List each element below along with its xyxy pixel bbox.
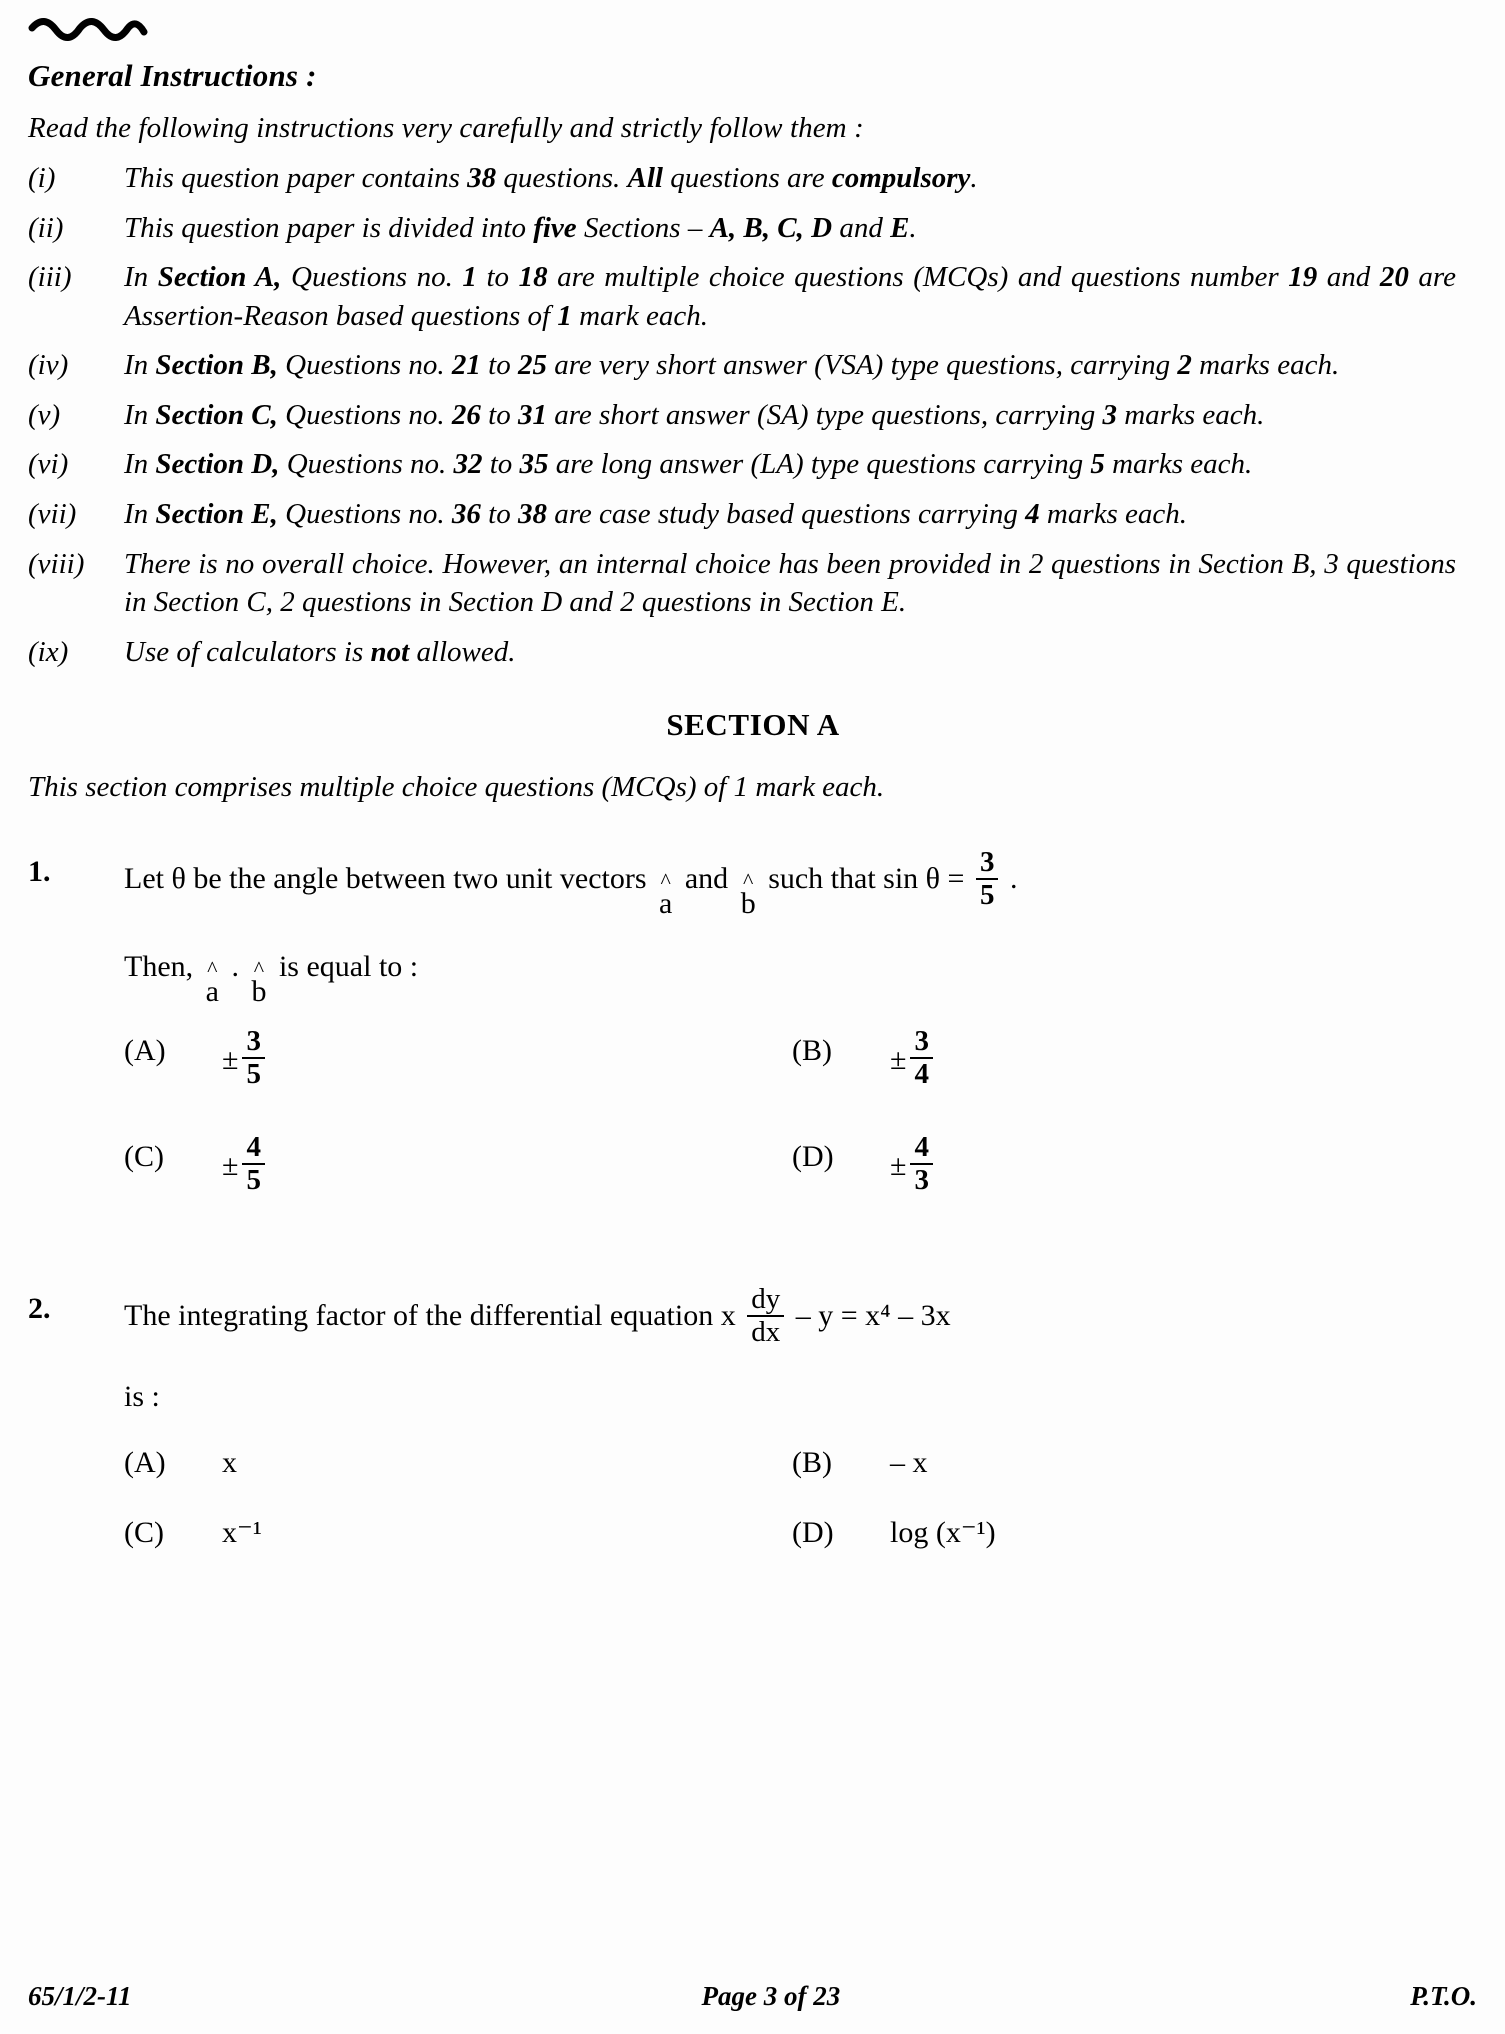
instruction-run: Questions no. [279, 448, 454, 481]
question-1-second-line [124, 945, 1460, 1007]
instruction-text [124, 258, 1478, 335]
instruction-run: In [124, 261, 158, 294]
instruction-run: allowed. [409, 635, 516, 668]
footer-paper-code: 65/1/2-11 [28, 1981, 132, 2011]
instruction-run: This question paper is divided into [124, 211, 534, 244]
instruction-number: (vi) [28, 448, 69, 481]
question-2-option-a-value: x [222, 1445, 237, 1479]
instruction-item [28, 445, 1478, 484]
question-1-option-c[interactable] [124, 1131, 792, 1227]
instruction-run: are multiple choice questions (MCQs) and questions number [547, 261, 1289, 294]
instruction-emphasis: 18 [518, 261, 548, 294]
question-1-option-b-sign: ± [890, 1043, 907, 1077]
instruction-emphasis: 21 [451, 349, 481, 382]
instruction-text [124, 209, 1478, 248]
question-1-sin-denominator: 5 [976, 878, 999, 910]
instruction-text [124, 445, 1478, 484]
instruction-item [28, 258, 1478, 335]
question-1 [28, 846, 1478, 1241]
question-2-stem-text-2: – y = x⁴ – 3x [795, 1298, 951, 1332]
instruction-run: are long answer (LA) type questions carrying [548, 448, 1091, 481]
question-1-option-row-1 [124, 1025, 1460, 1121]
question-1-option-c-numerator: 4 [246, 1131, 261, 1164]
question-2-option-b-value: – x [890, 1445, 928, 1479]
question-1-option-c-denominator: 5 [242, 1163, 265, 1195]
instruction-run: In [124, 349, 156, 382]
instruction-text [124, 346, 1478, 385]
instruction-emphasis: five [533, 211, 577, 244]
question-1-option-c-fraction [242, 1133, 265, 1195]
question-1-option-a-fraction [242, 1027, 265, 1089]
instruction-run: . [970, 162, 978, 194]
question-1-option-b-fraction [910, 1027, 933, 1089]
instruction-emphasis: 38 [517, 497, 547, 530]
instruction-run: This question paper contains [124, 162, 468, 194]
instruction-run: Questions no. [277, 349, 452, 382]
instruction-item [28, 159, 1478, 198]
question-1-option-b-denominator: 4 [910, 1057, 933, 1089]
instruction-text [124, 545, 1478, 622]
instruction-text [124, 159, 1478, 198]
instruction-run: Questions no. [281, 261, 463, 294]
instruction-number: (viii) [28, 547, 85, 580]
instruction-emphasis: 1 [462, 261, 477, 294]
instruction-number: (ii) [28, 211, 64, 244]
question-2-stem-row [28, 1283, 1478, 1581]
question-1-options [124, 1025, 1460, 1227]
instruction-item [28, 633, 1478, 672]
section-a-subtitle: This section comprises multiple choice questions (MCQs) of 1 mark each. [28, 771, 885, 804]
instruction-run: to [476, 261, 519, 294]
instruction-item [28, 396, 1478, 435]
question-1-line2-prefix: Then, [124, 950, 194, 984]
unit-vector-b-label: b [740, 887, 756, 921]
instruction-run: to [480, 349, 518, 382]
instruction-item [28, 495, 1478, 534]
question-2-stem-text-1: The integrating factor of the differential equation x [124, 1298, 736, 1332]
instruction-run: Questions no. [277, 398, 452, 431]
instruction-run: marks each. [1039, 497, 1188, 530]
squiggle-mark-icon [28, 12, 1478, 56]
instruction-run: and [1317, 261, 1380, 294]
instruction-run: are case study based questions carrying [546, 497, 1026, 530]
page-content [28, 0, 1478, 1581]
instruction-run: In [124, 398, 156, 431]
question-1-option-b-numerator: 3 [914, 1025, 929, 1058]
instruction-run: are very short answer (VSA) type questions, carrying [546, 349, 1178, 382]
instruction-emphasis: 1 [557, 299, 572, 332]
question-1-option-d[interactable] [792, 1131, 1460, 1227]
question-2-option-a-label: (A) [124, 1445, 166, 1479]
question-1-option-c-label: (C) [124, 1140, 164, 1174]
question-1-option-b[interactable] [792, 1025, 1460, 1121]
instruction-run: are short answer (SA) type questions, carrying [546, 398, 1103, 431]
question-1-sin-fraction [976, 848, 999, 910]
instruction-emphasis: 20 [1379, 261, 1409, 294]
instruction-emphasis: 38 [467, 162, 497, 194]
instruction-emphasis: E [890, 211, 910, 244]
instruction-run: There is no overall choice. However, an internal choice has been provided in 2 questions in Section B, 3 questions in Section C, 2 questions in Section D and 2 questions in Section E. [124, 547, 1456, 619]
instruction-run: Use of calculators is [124, 635, 371, 668]
question-2-option-d[interactable] [792, 1511, 1460, 1567]
instruction-emphasis: Section D, [155, 448, 280, 481]
instruction-run: questions are [662, 162, 832, 194]
instruction-text [124, 495, 1478, 534]
question-1-option-b-value [890, 1025, 1460, 1091]
instruction-emphasis: 2 [1177, 349, 1192, 382]
instruction-emphasis: Section C, [155, 398, 278, 431]
question-1-stem-period: . [1009, 862, 1018, 896]
instruction-text [124, 396, 1478, 435]
instruction-run: Sections – [576, 211, 710, 244]
question-2-option-b[interactable] [792, 1441, 1460, 1497]
instruction-number: (v) [28, 398, 61, 431]
instruction-emphasis: 36 [451, 497, 481, 530]
instruction-emphasis: 26 [451, 398, 481, 431]
footer-pto: P.T.O. [1410, 1981, 1477, 2011]
unit-vector-b-icon: ^ b [740, 868, 756, 921]
instruction-run: marks each. [1191, 349, 1340, 382]
question-1-option-d-sign: ± [890, 1149, 907, 1183]
question-2 [28, 1283, 1478, 1581]
read-instructions-line: Read the following instructions very carefully and strictly follow them : [28, 112, 864, 144]
instruction-emphasis: Section B, [155, 349, 278, 382]
question-1-body [124, 846, 1478, 1241]
question-2-option-c-value: x⁻¹ [222, 1515, 262, 1549]
unit-vector-a-icon-2: ^ a [205, 956, 219, 1009]
unit-vector-b-label-2: b [251, 975, 267, 1009]
instruction-number: (ix) [28, 635, 69, 668]
instruction-run: marks each. [1104, 448, 1253, 481]
instruction-emphasis: 5 [1090, 448, 1105, 481]
question-1-stem-text-2: and [684, 862, 729, 896]
question-1-option-d-denominator: 3 [910, 1163, 933, 1195]
question-2-derivative-fraction [747, 1285, 784, 1347]
question-2-option-b-label: (B) [792, 1445, 832, 1479]
instruction-emphasis: All [627, 162, 663, 194]
instruction-run: to [480, 497, 518, 530]
instruction-run: marks each. [1116, 398, 1265, 431]
question-2-derivative-denominator: dx [747, 1315, 784, 1347]
instruction-emphasis: Section E, [155, 497, 278, 530]
question-1-option-d-label: (D) [792, 1140, 834, 1174]
question-2-option-d-label: (D) [792, 1515, 834, 1549]
instruction-run: to [482, 448, 520, 481]
question-1-option-a-denominator: 5 [242, 1057, 265, 1089]
instruction-emphasis: 4 [1025, 497, 1040, 530]
question-2-option-d-value: log (x⁻¹) [890, 1515, 996, 1549]
question-1-stem-text-1: Let θ be the angle between two unit vectors [124, 862, 647, 896]
section-a-heading: SECTION A [666, 707, 840, 743]
question-1-sin-numerator: 3 [979, 846, 995, 879]
instruction-emphasis: 35 [519, 448, 549, 481]
instruction-item [28, 209, 1478, 248]
instruction-run: to [480, 398, 518, 431]
question-1-stem [124, 846, 1460, 921]
question-1-dot-operator: . [231, 950, 239, 984]
question-1-option-d-value [890, 1131, 1460, 1197]
question-2-stem [124, 1283, 1460, 1349]
question-1-option-b-label: (B) [792, 1034, 832, 1068]
question-1-line2-suffix: is equal to : [278, 950, 419, 984]
question-1-option-a-numerator: 3 [246, 1025, 261, 1058]
instruction-emphasis: 31 [517, 398, 547, 431]
instruction-text [124, 633, 1478, 672]
question-1-number: 1. [28, 855, 51, 889]
instruction-emphasis: 25 [517, 349, 547, 382]
question-2-option-c-label: (C) [124, 1515, 164, 1549]
instruction-number: (iii) [28, 261, 72, 294]
question-2-option-c[interactable] [124, 1511, 792, 1567]
instruction-emphasis: 3 [1102, 398, 1117, 431]
instruction-item [28, 346, 1478, 385]
question-1-option-a[interactable] [124, 1025, 792, 1121]
instruction-number: (iv) [28, 349, 69, 382]
page-footer [28, 1981, 1477, 2012]
instruction-number: (vii) [28, 497, 77, 530]
question-1-stem-row [28, 846, 1478, 1241]
question-1-option-row-2 [124, 1131, 1460, 1227]
instruction-run: are Assertion-Reason based questions of [124, 261, 1457, 332]
general-instructions-heading: General Instructions : [28, 58, 317, 93]
question-2-option-row-1 [124, 1441, 1460, 1497]
question-1-option-c-sign: ± [222, 1149, 239, 1183]
instruction-emphasis: 19 [1288, 261, 1318, 294]
question-2-options [124, 1441, 1460, 1567]
instruction-number: (i) [28, 162, 56, 194]
instruction-emphasis: not [370, 635, 410, 668]
question-2-derivative-numerator: dy [751, 1283, 781, 1316]
question-2-option-a[interactable] [124, 1441, 792, 1497]
unit-vector-a-icon: ^ a [659, 868, 673, 921]
unit-vector-a-label: a [659, 887, 673, 921]
unit-vector-b-icon-2: ^ b [251, 956, 267, 1009]
instruction-run: and [832, 211, 891, 244]
question-1-option-a-label: (A) [124, 1034, 166, 1068]
question-2-body [124, 1283, 1478, 1581]
question-1-option-a-sign: ± [222, 1043, 239, 1077]
instructions-list [28, 159, 1478, 671]
footer-page-number: Page 3 of 23 [701, 1981, 841, 2011]
question-1-option-d-fraction [910, 1133, 933, 1195]
question-2-number: 2. [28, 1292, 51, 1326]
question-2-second-line: is : [124, 1380, 160, 1414]
instruction-run: Questions no. [277, 497, 452, 530]
instruction-run: . [909, 211, 917, 244]
question-1-option-d-numerator: 4 [914, 1131, 929, 1164]
question-1-option-c-value [222, 1131, 792, 1197]
question-1-option-a-value [222, 1025, 792, 1091]
instruction-emphasis: compulsory [831, 162, 971, 194]
instruction-run: mark each. [571, 299, 708, 332]
instruction-emphasis: A, B, C, D [709, 211, 833, 244]
unit-vector-a-label-2: a [205, 975, 219, 1009]
instruction-run: In [124, 448, 156, 481]
instruction-item [28, 545, 1478, 622]
instruction-emphasis: 32 [453, 448, 483, 481]
instruction-run: In [124, 497, 156, 530]
question-2-option-row-2 [124, 1511, 1460, 1567]
instruction-emphasis: Section A, [157, 261, 282, 294]
question-1-stem-text-3: such that sin θ = [768, 862, 965, 896]
instruction-run: questions. [496, 162, 628, 194]
